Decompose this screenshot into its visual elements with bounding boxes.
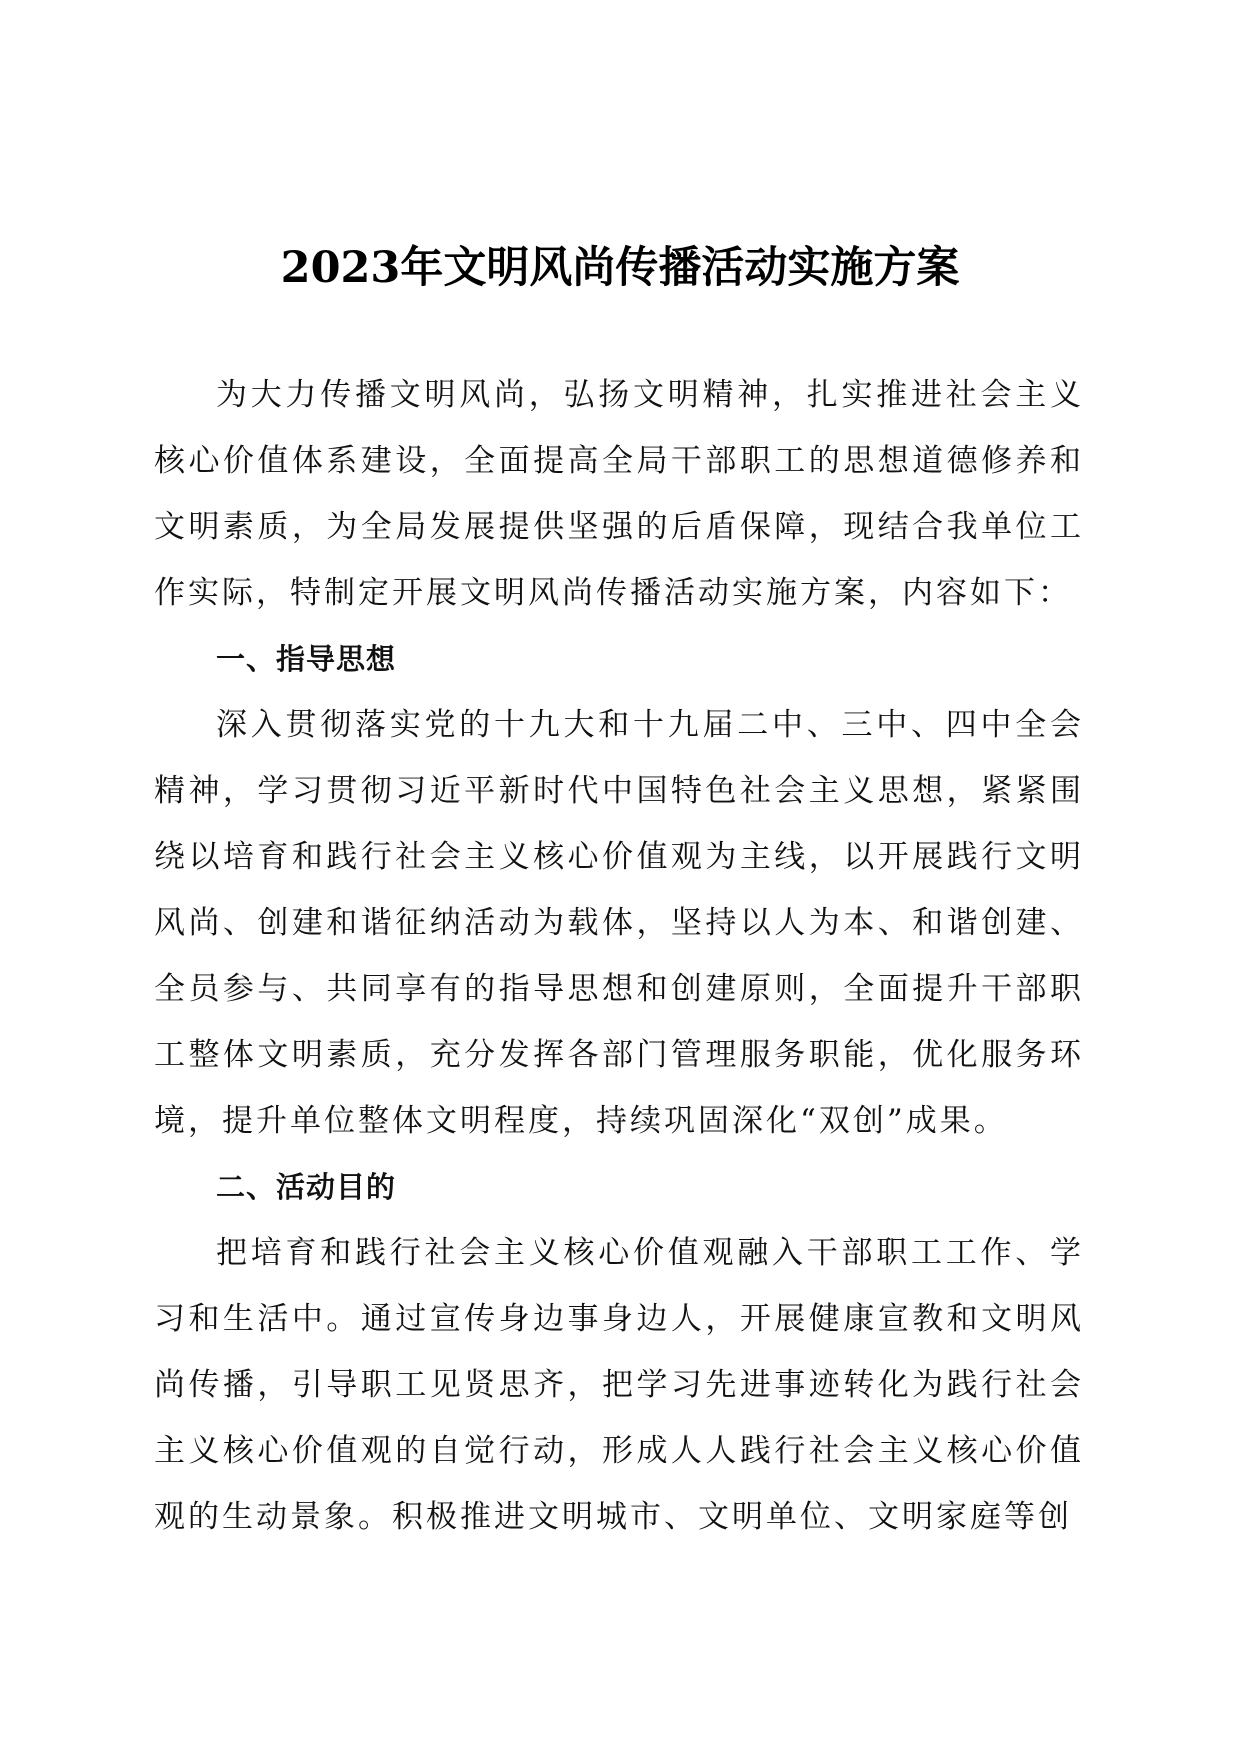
section-heading-activity-purpose: 二、活动目的	[216, 1170, 397, 1204]
document-title: 2023年文明风尚传播活动实施方案	[280, 243, 960, 293]
section-heading-guiding-ideology: 一、指导思想	[216, 642, 397, 676]
document-body	[154, 362, 1084, 1550]
intro-paragraph: 为大力传播文明风尚，弘扬文明精神，扎实推进社会主义核心价值体系建设，全面提高全局干部职工的思想道德修养和文明素质，为全局发展提供坚强的后盾保障，现结合我单位工作实际，特制定开展文明风尚传播活动实施方案，内容如下：	[154, 377, 1084, 611]
section-paragraph-activity-purpose: 把培育和践行社会主义核心价值观融入干部职工工作、学习和生活中。通过宣传身边事身边人，开展健康宣教和文明风尚传播，引导职工见贤思齐，把学习先进事迹转化为践行社会主义核心价值观的自觉行动，形成人人践行社会主义核心价值观的生动景象。积极推进文明城市、文明单位、文明家庭等创	[154, 1235, 1084, 1535]
section-paragraph-guiding-ideology: 深入贯彻落实党的十九大和十九届二中、三中、四中全会精神，学习贯彻习近平新时代中国特色社会主义思想，紧紧围绕以培育和践行社会主义核心价值观为主线，以开展践行文明风尚、创建和谐征纳活动为载体，坚持以人为本、和谐创建、全员参与、共同享有的指导思想和创建原则，全面提升干部职工整体文明素质，充分发挥各部门管理服务职能，优化服务环境，提升单位整体文明程度，持续巩固深化“双创”成果。	[154, 707, 1084, 1139]
